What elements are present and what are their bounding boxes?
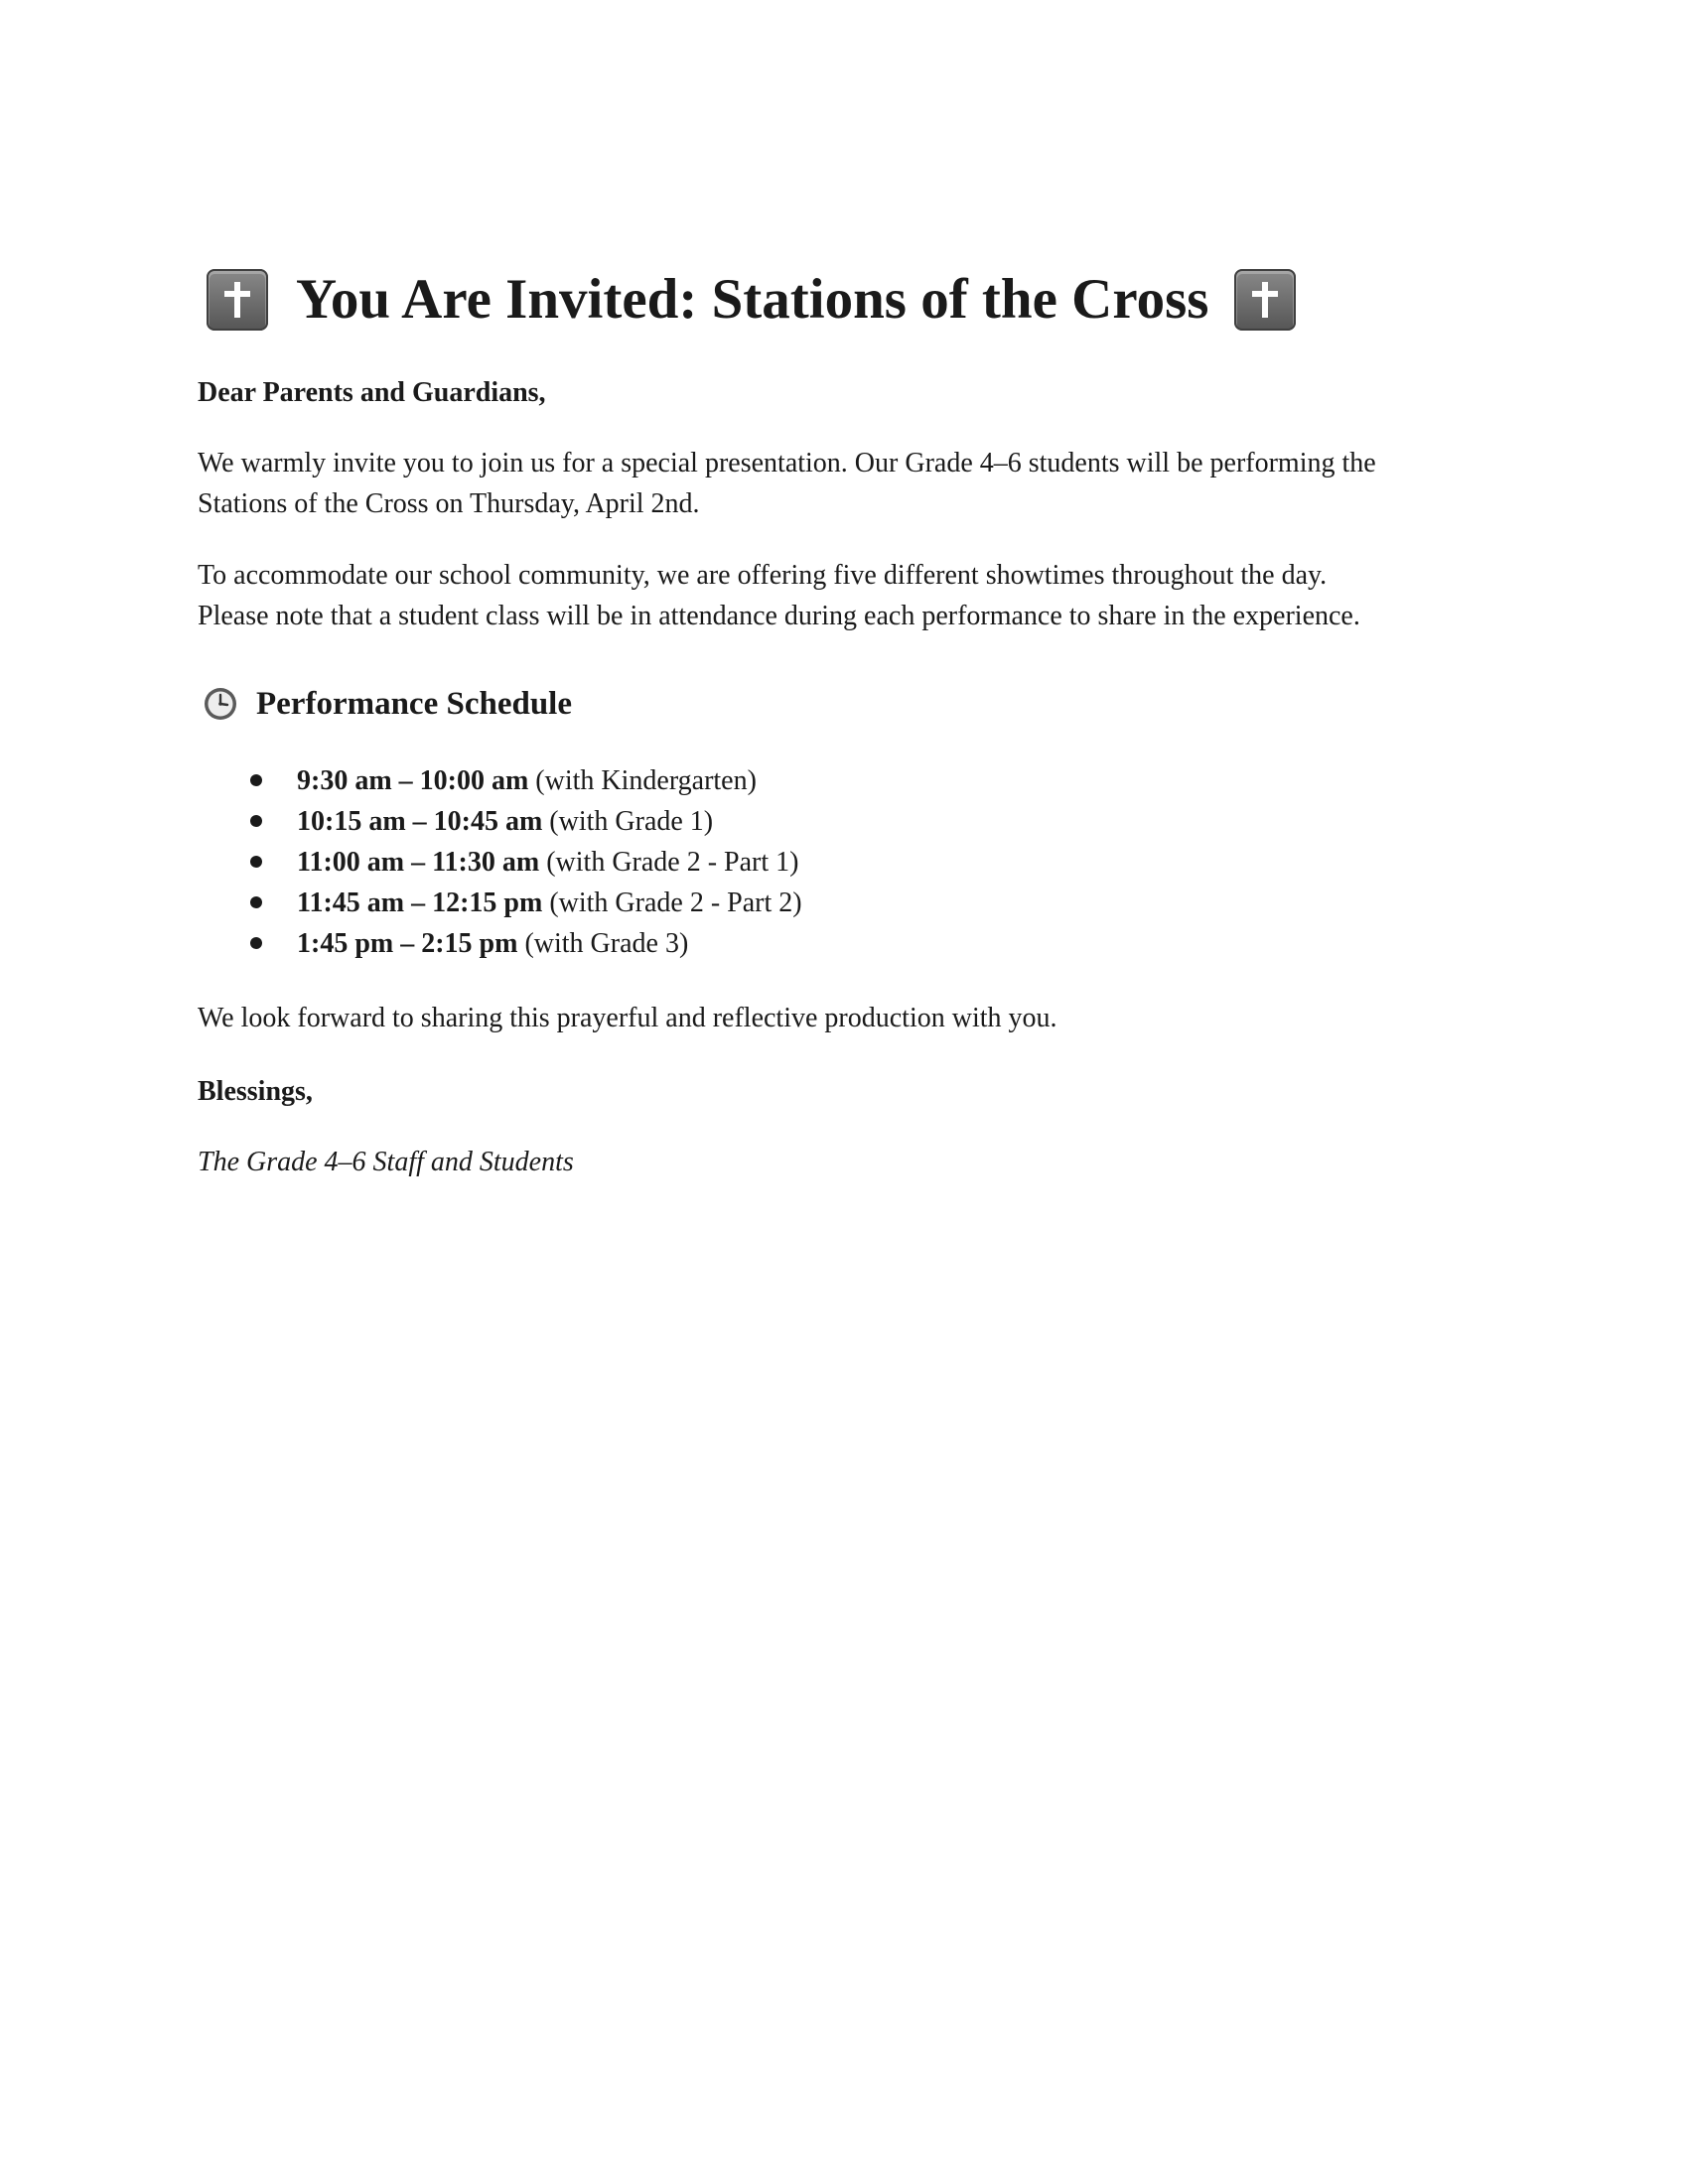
schedule-note: (with Grade 2 - Part 2) [542,887,802,918]
schedule-time: 11:45 am – 12:15 pm [297,887,543,918]
page-title: You Are Invited: Stations of the Cross [296,268,1209,331]
signature: The Grade 4–6 Staff and Students [198,1147,574,1177]
latin-cross-glyph [1245,278,1285,322]
schedule-heading-label: Performance Schedule [256,686,572,722]
schedule-time: 9:30 am – 10:00 am [297,765,529,796]
bullet-icon [250,815,262,827]
title-row [207,266,1296,334]
paragraph-1-line-1: We warmly invite you to join us for a special presentation. Our Grade 4–6 students will be performing the [198,448,1376,478]
schedule-heading [203,683,572,725]
salutation: Dear Parents and Guardians, [198,377,546,408]
schedule-note: (with Kindergarten) [528,765,757,796]
schedule-note: (with Grade 1) [542,806,714,837]
schedule-note: (with Grade 2 - Part 1) [539,847,799,878]
latin-cross-glyph [217,278,257,322]
clock-icon [203,686,238,722]
signoff: Blessings, [198,1076,313,1107]
bullet-icon [250,896,262,908]
paragraph-2-line-1: To accommodate our school community, we are offering five different showtimes throughout the day. [198,560,1328,591]
latin-cross-icon [207,269,268,331]
bullet-icon [250,774,262,786]
schedule-time: 11:00 am – 11:30 am [297,847,540,878]
schedule-time: 1:45 pm – 2:15 pm [297,928,518,959]
paragraph-1-line-2: Stations of the Cross on Thursday, April 2nd. [198,488,700,519]
bullet-icon [250,937,262,949]
closing-line: We look forward to sharing this prayerful and reflective production with you. [198,1003,1057,1033]
schedule-note: (with Grade 3) [517,928,689,959]
latin-cross-icon [1234,269,1296,331]
schedule-time: 10:15 am – 10:45 am [297,806,543,837]
bullet-icon [250,856,262,868]
paragraph-2-line-2: Please note that a student class will be in attendance during each performance to share in the experience. [198,601,1360,631]
